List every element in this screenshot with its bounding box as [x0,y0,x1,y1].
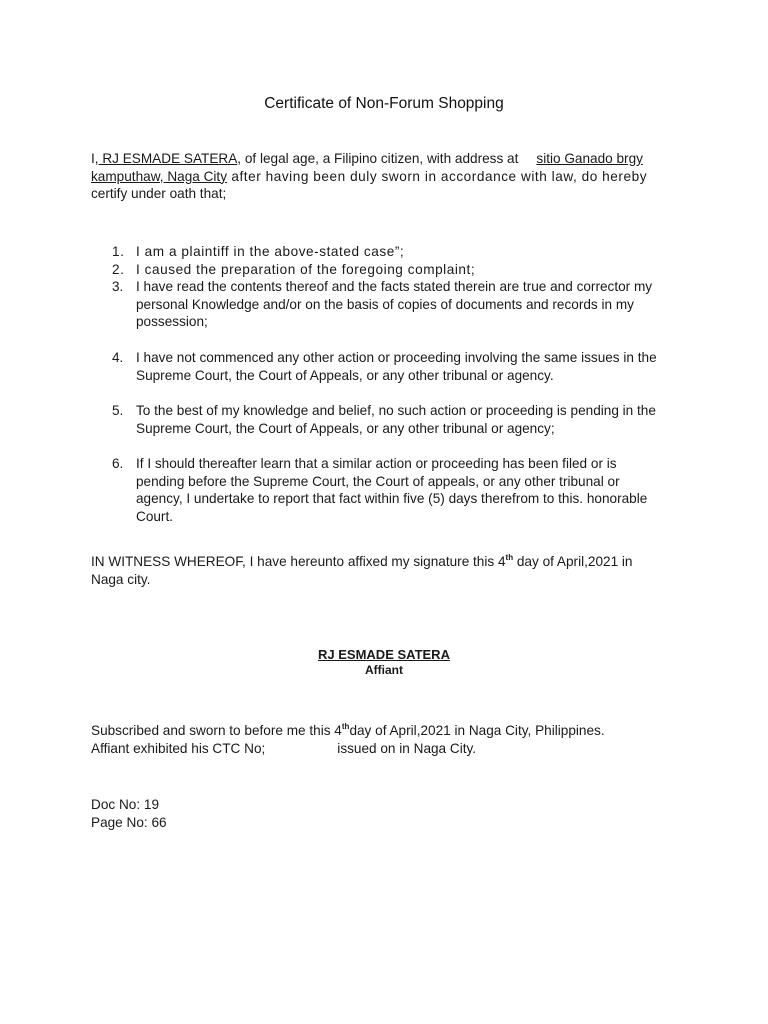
ctc-issued: issued on in Naga City. [337,740,477,756]
intro-paragraph [91,150,691,203]
witness-text-end: day of April,2021 in [513,554,633,569]
list-item-line: I caused the preparation of the foregoing complaint; [136,262,476,277]
signatory-name: RJ ESMADE SATERA [318,647,450,662]
witness-text: IN WITNESS WHEREOF, I have hereunto affixed my signature this 4 [91,554,506,569]
list-item-line: agency, I undertake to report that fact within five (5) days therefrom to this. honorable [136,491,648,506]
jurat-text-end: day of April,2021 in Naga City, Philippines. [349,723,605,738]
list-item-number: 3. [112,279,124,294]
intro-i: I, [91,151,99,166]
intro-after-name: , of legal age, a Filipino citizen, with address at [237,151,519,166]
jurat-line-2 [91,740,691,758]
list-item-line: I have read the contents thereof and the facts stated therein are true and corrector my [136,279,653,294]
list-item-line: I am a plaintiff in the above-stated case”; [136,244,405,259]
intro-after-address: after having been duly sworn in accordance with law, do hereby [227,168,648,184]
jurat-text: Subscribed and sworn to before me this 4 [91,723,342,738]
signatory-role: Affiant [365,663,403,677]
ordinal-suffix: th [341,722,350,731]
list-item-number: 1. [112,244,125,259]
list-item-number: 4. [112,350,124,365]
list-item-number: 6. [112,456,124,471]
list-item-line: Supreme Court, the Court of Appeals, or any other tribunal or agency. [136,367,554,383]
list-item-number: 5. [112,403,124,418]
intro-line-2 [91,168,691,186]
notarial-details [91,796,691,831]
affiant-name-inline: RJ ESMADE SATERA [98,151,238,166]
ordinal-suffix: th [505,553,514,562]
list-item-line: I have not commenced any other action or proceeding involving the same issues in the [136,350,657,365]
list-item-line: possession; [136,314,208,329]
witness-line-1 [91,553,691,571]
list-item-line: Court. [136,508,174,524]
list-item-line: Supreme Court, the Court of Appeals, or any other tribunal or agency; [136,420,555,436]
signature-block [0,647,768,677]
jurat-paragraph [91,722,691,757]
list-item-line: To the best of my knowledge and belief, no such action or proceeding is pending in the [136,403,656,418]
intro-line-1 [91,150,691,168]
ctc-label: Affiant exhibited his CTC No; [91,740,266,756]
intro-line-3: certify under oath that; [91,186,227,201]
list-item-line: pending before the Supreme Court, the Court of appeals, or any other tribunal or [136,473,620,489]
address-part-1: sitio Ganado brgy [536,151,643,166]
document-title: Certificate of Non-Forum Shopping [264,95,504,112]
page-number: Page No: 66 [91,814,167,830]
address-part-2: kamputhaw, Naga City [91,168,228,184]
jurat-line-1 [91,722,691,740]
list-item-line: If I should thereafter learn that a similar action or proceeding has been filed or is [136,456,617,471]
doc-number: Doc No: 19 [91,797,160,812]
list-item-line: personal Knowledge and/or on the basis of copies of documents and records in my [136,296,634,312]
witness-line-2: Naga city. [91,571,151,587]
list-item-number: 2. [112,262,125,277]
witness-paragraph [91,553,691,588]
